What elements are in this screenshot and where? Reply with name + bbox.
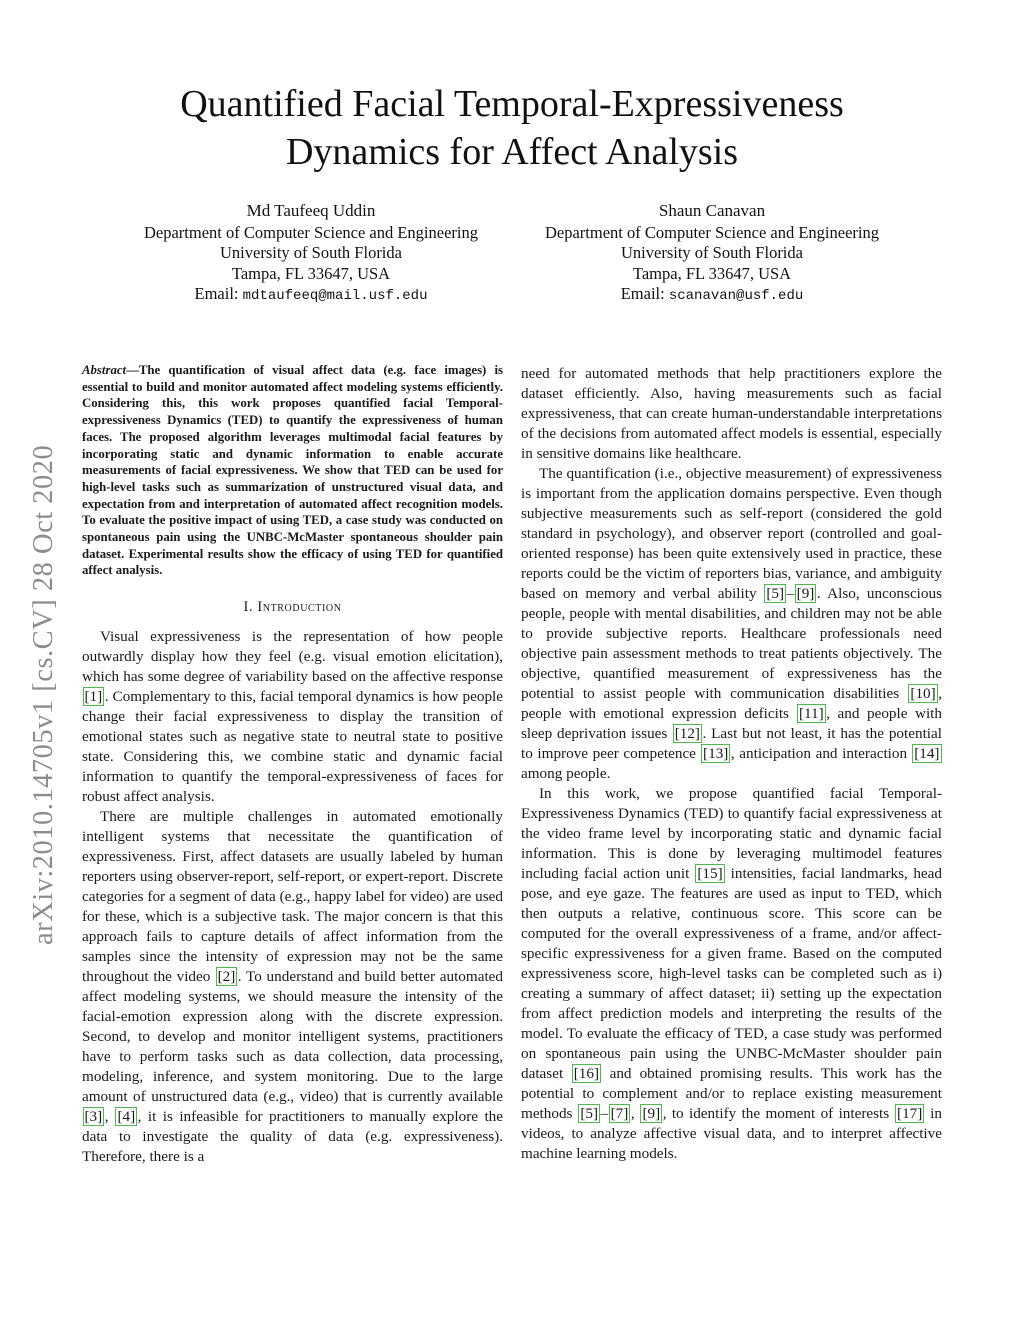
author-department: Department of Computer Science and Engineering [544,222,879,242]
citation-link[interactable]: [9] [796,585,815,602]
citation-link[interactable]: [13] [703,745,729,762]
intro-paragraph-1: Visual expressiveness is the representation of how people outwardly display how they feel (e.g. visual emotion elicitation), which has some degree of variability based on the affective response [1] . Complementary to this, facial temporal dynamics is how people change their facial expressiveness to display the transition of emotional states such as negative state to neutral state to positive state. Considering this, we combine static and dynamic facial information to quantify the temporal-expressiveness of faces for robust affect analysis. [82,628,503,806]
section-heading-introduction: I. Introduction [243,599,342,616]
abstract-text: —The quantification of visual affect data (e.g. face images) is essential to build and monitor automated affect modeling systems efficiently. Considering this, this work proposes quantified facial Temporal-expressiveness Dynamics (TED) to quantify the expressiveness of human faces. The proposed algorithm leverages multimodal facial features by incorporating static and dynamic information to enable accurate measurements of facial expressiveness. We show that TED can be used for high-level tasks such as summarization of unstructured visual data, and expectation from and interpretation of automated affect recognition models. To evaluate the positive impact of using TED, a case study was conducted on spontaneous pain using the UNBC-McMaster spontaneous shoulder pain dataset. Experimental results show the efficacy of using TED for quantified affect analysis. [82,363,503,578]
citation-link[interactable]: [9] [642,1105,661,1122]
arxiv-identifier[interactable]: arXiv:2010.14705v1 [cs.CV] 28 Oct 2020 [28,444,59,945]
citation-link[interactable]: [10] [910,685,936,702]
author-email-line [111,284,511,307]
citation-link[interactable]: [16] [573,1065,600,1082]
author-email[interactable]: scanavan@usf.edu [668,288,804,304]
author-email-line [512,284,912,307]
intro-paragraph-2: There are multiple challenges in automated emotionally intelligent systems that necessitate the quantification of expressiveness. First, affect datasets are usually labeled by human reporters using observer-report, self-report, or expert-report. Discrete categories for a segment of data (e.g., happy label for video) are used for these, which is a subjective task. The major concern is that this approach fails to capture details of affect information from the samples since the intensity of expression may not be the same throughout the video [2] . To understand and build better automated affect modeling systems, we should measure the intensity of the facial-emotion expression along with the discrete expression. Second, to develop and monitor intelligent systems, practitioners have to perform tasks such as data collection, data processing, modeling, inference, and system monitoring. Due to the large amount of unstructured data (e.g., video) that is currently available [3] , [4] , it is infeasible for practitioners to manually explore the data to investigate the quality of data (e.g. expressiveness). Therefore, there is a [82,808,503,1166]
paper-title [120,80,904,176]
author-department: Department of Computer Science and Engineering [143,222,478,242]
citation-link[interactable]: [7] [610,1105,629,1122]
author-location: Tampa, FL 33647, USA [632,263,792,283]
citation-link[interactable]: [12] [674,725,700,742]
citation-link[interactable]: [1] [84,688,103,706]
author-block-1 [111,201,511,307]
right-column [521,364,942,1164]
intro-paragraph-4: In this work, we propose quantified facial Temporal-Expressiveness Dynamics (TED) to quantify facial expressiveness at the video frame level by incorporating static and dynamic facial information. This is done by leveraging multimodel features including facial action unit [15] intensities, facial landmarks, head pose, and eye gaze. The features are used as input to TED, which then outputs a relative, continuous score. This score can be computed for the overall expressiveness of a frame, and/or affect-specific expressiveness for a given frame. Based on the computed expressiveness score, high-level tasks can be completed such as i) creating a summary of affect dataset; ii) setting up the expectation from affect prediction models and interpreting the results of the model. To evaluate the efficacy of TED, a case study was performed on spontaneous pain using the UNBC-McMaster shoulder pain dataset [16] and obtained promising results. This work has the potential to complement and/or to replace existing measurement methods [5] – [7] , [9] , to identify the moment of interests [17] in videos, to analyze affective visual data, and to interpret affective machine learning models. [521,785,942,1162]
citation-link[interactable]: [17] [897,1105,923,1122]
title-line-2: Dynamics for Affect Analysis [285,131,739,173]
author-block-2 [512,201,912,307]
author-university: University of South Florida [621,243,803,262]
left-column [82,362,503,1167]
author-university: University of South Florida [220,243,402,262]
citation-link[interactable]: [4] [117,1108,136,1126]
abstract-lead: Abstract [82,363,127,377]
citation-link[interactable]: [11] [798,705,824,722]
intro-paragraph-continued: need for automated methods that help practitioners explore the dataset efficiently. Also, having measurements such as facial expressiveness, that can create human-understandable interpretations of the decisions from automated affect models is essential, especially in sensitive domains like healthcare. [521,365,942,462]
abstract [82,362,503,579]
intro-paragraph-3: The quantification (i.e., objective measurement) of expressiveness is important from the application domains perspective. Even though subjective measurements such as self-report (considered the gold standard in psychology), and observer report (controlled and goal-oriented response) has been quite extensively used in practice, these reports could be the victim of reporters bias, variance, and ambiguity based on memory and verbal ability [5] – [9] . Also, unconscious people, people with mental disabilities, and children may not be able to provide subjective reports. Healthcare professionals need objective pain assessment methods to treat patients objectively. The objective, quantified measurement of expressiveness has the potential to assist people with communication disabilities [10] , people with emotional expression deficits [11] , and people with sleep deprivation issues [12] . Last but not least, it has the potential to improve peer competence [13] , anticipation and interaction [14] among people. [521,465,942,782]
title-line-1: Quantified Facial Temporal-Expressiveness [180,83,844,125]
citation-link[interactable]: [14] [914,745,940,762]
citation-link[interactable]: [15] [697,865,723,882]
citation-link[interactable]: [3] [84,1108,103,1126]
email-label: Email: [620,284,665,303]
citation-link[interactable]: [5] [766,585,785,602]
author-location: Tampa, FL 33647, USA [231,263,391,283]
author-name: Shaun Canavan [658,201,766,220]
email-label: Email: [194,284,239,303]
author-email[interactable]: mdtaufeeq@mail.usf.edu [242,288,428,304]
citation-link[interactable]: [5] [580,1105,599,1122]
author-name: Md Taufeeq Uddin [246,201,376,220]
citation-link[interactable]: [2] [217,968,236,986]
